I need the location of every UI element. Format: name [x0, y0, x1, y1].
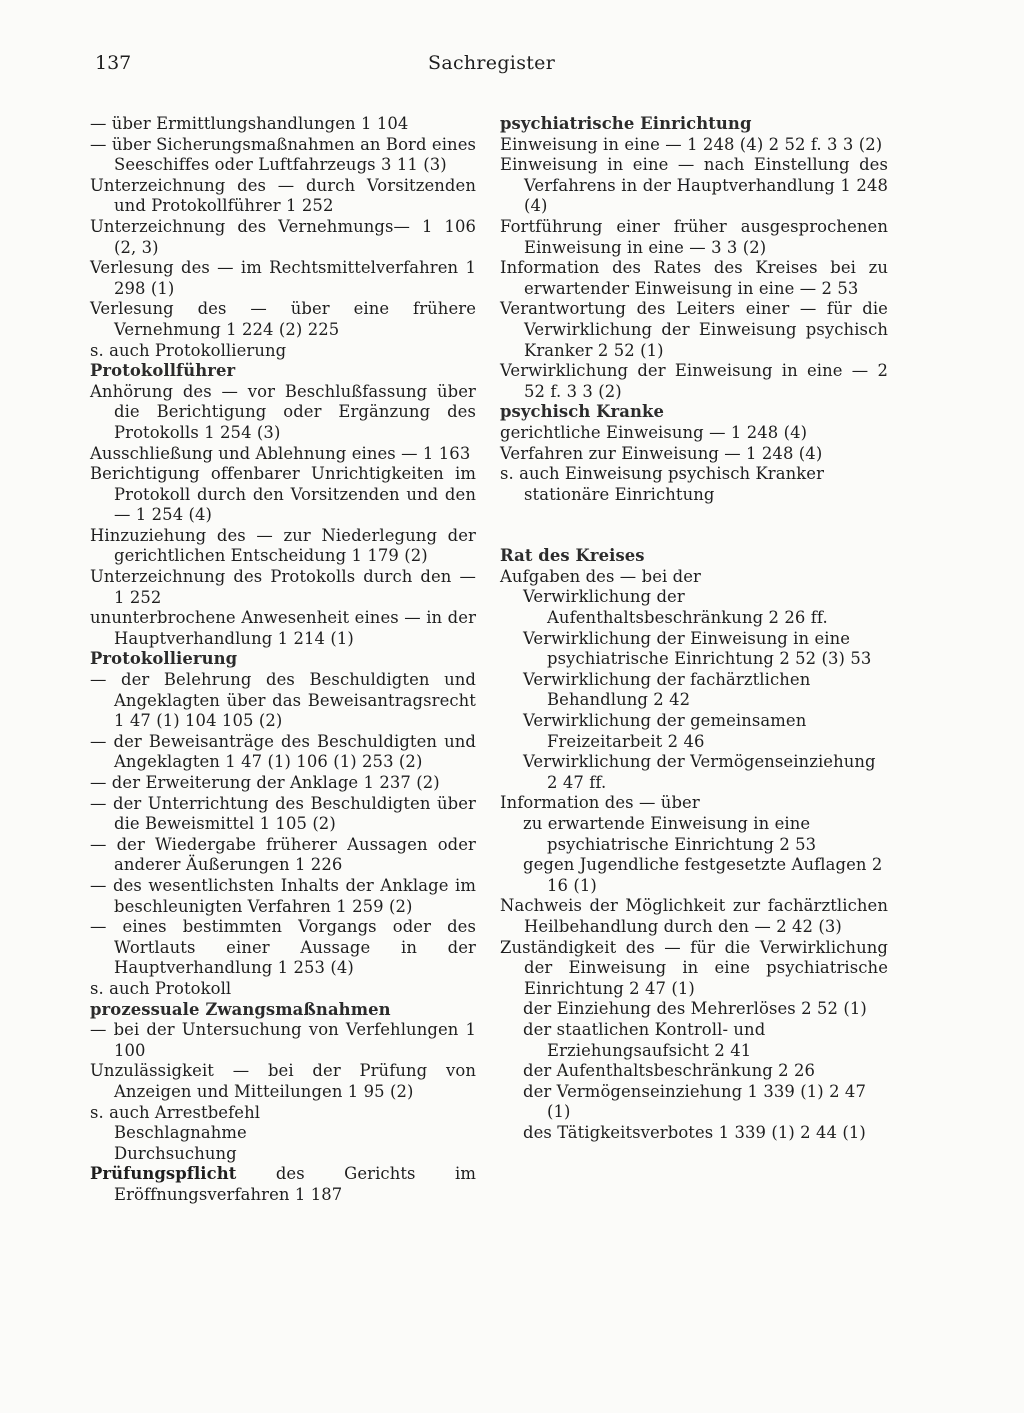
index-column-right [500, 114, 888, 1144]
index-subentry: Verwirklichung der Aufenthaltsbeschränkung 2 26 ff. [523, 587, 828, 628]
index-entry: Information des — über [500, 793, 700, 813]
index-entry: — der Beweisanträge des Beschuldigten und Angeklagten 1 47 (1) 106 (1) 253 (2) [90, 731, 476, 772]
index-subentry: Verwirklichung der Einweisung in eine psychiatrische Einrichtung 2 52 (3) 53 [523, 628, 872, 669]
index-entry: — eines bestimmten Vorgangs oder des Wortlauts einer Aussage in der Hauptverhandlung 1 253 (4) [90, 917, 476, 978]
index-heading: prozessuale Zwangsmaßnahmen [90, 999, 391, 1019]
index-entry: Unterzeichnung des Vernehmungs— 1 106 (2, 3) [90, 216, 476, 257]
index-subentry: der Vermögenseinziehung 1 339 (1) 2 47 (1) [523, 1081, 866, 1122]
index-entry: ununterbrochene Anwesenheit eines — in der Hauptverhandlung 1 214 (1) [90, 608, 476, 648]
index-entry: gerichtliche Einweisung — 1 248 (4) [500, 422, 808, 442]
index-entry: — der Wiedergabe früherer Aussagen oder anderer Äußerungen 1 226 [90, 834, 476, 875]
index-entry: s. auch Einweisung psychisch Kranker [500, 464, 825, 484]
index-entry: Unterzeichnung des — durch Vorsitzenden und Protokollführer 1 252 [90, 175, 476, 216]
index-see-also-item: Beschlagnahme [114, 1123, 247, 1143]
index-entry: Verfahren zur Einweisung — 1 248 (4) [500, 443, 823, 463]
index-entry-text: des Gerichts im Eröffnungsverfahren 1 187 [114, 1164, 476, 1204]
index-heading: Protokollführer [90, 361, 236, 381]
index-subentry: Verwirklichung der gemeinsamen Freizeitarbeit 2 46 [523, 711, 807, 751]
index-see-also-item: Durchsuchung [114, 1143, 237, 1163]
index-entry: Zuständigkeit des — für die Verwirklichung der Einweisung in eine psychiatrische Einrichtung 2 47 (1) [500, 937, 888, 998]
index-heading: Rat des Kreises [500, 546, 645, 566]
index-entry: Einweisung in eine — nach Einstellung des Verfahrens in der Hauptverhandlung 1 248 (4) [500, 155, 888, 216]
index-entry: Nachweis der Möglichkeit zur fachärztlichen Heilbehandlung durch den — 2 42 (3) [500, 896, 888, 936]
index-entry: Verlesung des — über eine frühere Vernehmung 1 224 (2) 225 [90, 299, 476, 339]
index-entry: — der Belehrung des Beschuldigten und Angeklagten über das Beweisantragsrecht 1 47 (1) 104 105 (2) [90, 670, 476, 731]
index-entry [90, 1164, 476, 1205]
index-entry: — über Ermittlungshandlungen 1 104 [90, 114, 409, 133]
index-entry: Anhörung des — vor Beschlußfassung über die Berichtigung oder Ergänzung des Protokolls 1 254 (3) [90, 381, 476, 442]
index-entry: Fortführung einer früher ausgesprochenen Einweisung in eine — 3 3 (2) [500, 216, 888, 257]
index-subentry: zu erwartende Einweisung in eine psychiatrische Einrichtung 2 53 [523, 814, 817, 854]
index-entry: s. auch Protokoll [90, 978, 232, 998]
index-entry: Berichtigung offenbarer Unrichtigkeiten im Protokoll durch den Vorsitzenden und den — 1 254 (4) [90, 464, 476, 525]
index-subentry: der Aufenthaltsbeschränkung 2 26 [523, 1061, 816, 1081]
index-subentry: der staatlichen Kontroll- und Erziehungsaufsicht 2 41 [523, 1019, 766, 1060]
index-entry: Ausschließung und Ablehnung eines — 1 163 [90, 443, 471, 463]
index-entry: Verlesung des — im Rechtsmittelverfahren 1 298 (1) [90, 258, 476, 298]
index-entry: s. auch Arrestbefehl [90, 1102, 261, 1122]
index-subentry: Verwirklichung der Vermögenseinziehung 2 47 ff. [523, 752, 876, 792]
running-title: Sachregister [428, 52, 556, 74]
index-entry: — der Unterrichtung des Beschuldigten über die Beweismittel 1 105 (2) [90, 793, 476, 834]
index-heading: Protokollierung [90, 649, 238, 669]
index-heading: psychisch Kranke [500, 402, 664, 422]
index-subentry: gegen Jugendliche festgesetzte Auflagen 2 16 (1) [523, 855, 883, 895]
page-number: 137 [95, 52, 132, 74]
index-entry: Einweisung in eine — 1 248 (4) 2 52 f. 3 3 (2) [500, 134, 883, 154]
index-column-left [90, 114, 476, 1205]
index-entry: — bei der Untersuchung von Verfehlungen 1 100 [90, 1020, 476, 1060]
index-entry: Information des Rates des Kreises bei zu erwartender Einweisung in eine — 2 53 [500, 258, 888, 298]
index-heading: Prüfungspflicht [90, 1164, 237, 1184]
index-entry: Unterzeichnung des Protokolls durch den — 1 252 [90, 567, 476, 607]
index-entry: Hinzuziehung des — zur Niederlegung der gerichtlichen Entscheidung 1 179 (2) [90, 525, 476, 566]
index-entry: — des wesentlichsten Inhalts der Anklage im beschleunigten Verfahren 1 259 (2) [90, 875, 476, 916]
index-entry: — über Sicherungsmaßnahmen an Bord eines Seeschiffes oder Luftfahrzeugs 3 11 (3) [90, 134, 476, 175]
index-subentry: der Einziehung des Mehrerlöses 2 52 (1) [523, 999, 867, 1019]
index-entry: Verwirklichung der Einweisung in eine — 2 52 f. 3 3 (2) [500, 361, 888, 401]
index-entry: Aufgaben des — bei der [500, 566, 701, 586]
index-entry: Verantwortung des Leiters einer — für die Verwirklichung der Einweisung psychisch Kranker 2 52 (1) [500, 299, 888, 360]
index-see-also-item: stationäre Einrichtung [524, 484, 715, 504]
index-heading: psychiatrische Einrichtung [500, 114, 752, 133]
index-entry: s. auch Protokollierung [90, 340, 287, 360]
page-header [0, 52, 1024, 84]
index-entry: — der Erweiterung der Anklage 1 237 (2) [90, 773, 440, 792]
index-entry: Unzulässigkeit — bei der Prüfung von Anzeigen und Mitteilungen 1 95 (2) [90, 1061, 476, 1101]
index-subentry: Verwirklichung der fachärztlichen Behandlung 2 42 [523, 669, 811, 710]
index-subentry: des Tätigkeitsverbotes 1 339 (1) 2 44 (1) [523, 1122, 866, 1142]
